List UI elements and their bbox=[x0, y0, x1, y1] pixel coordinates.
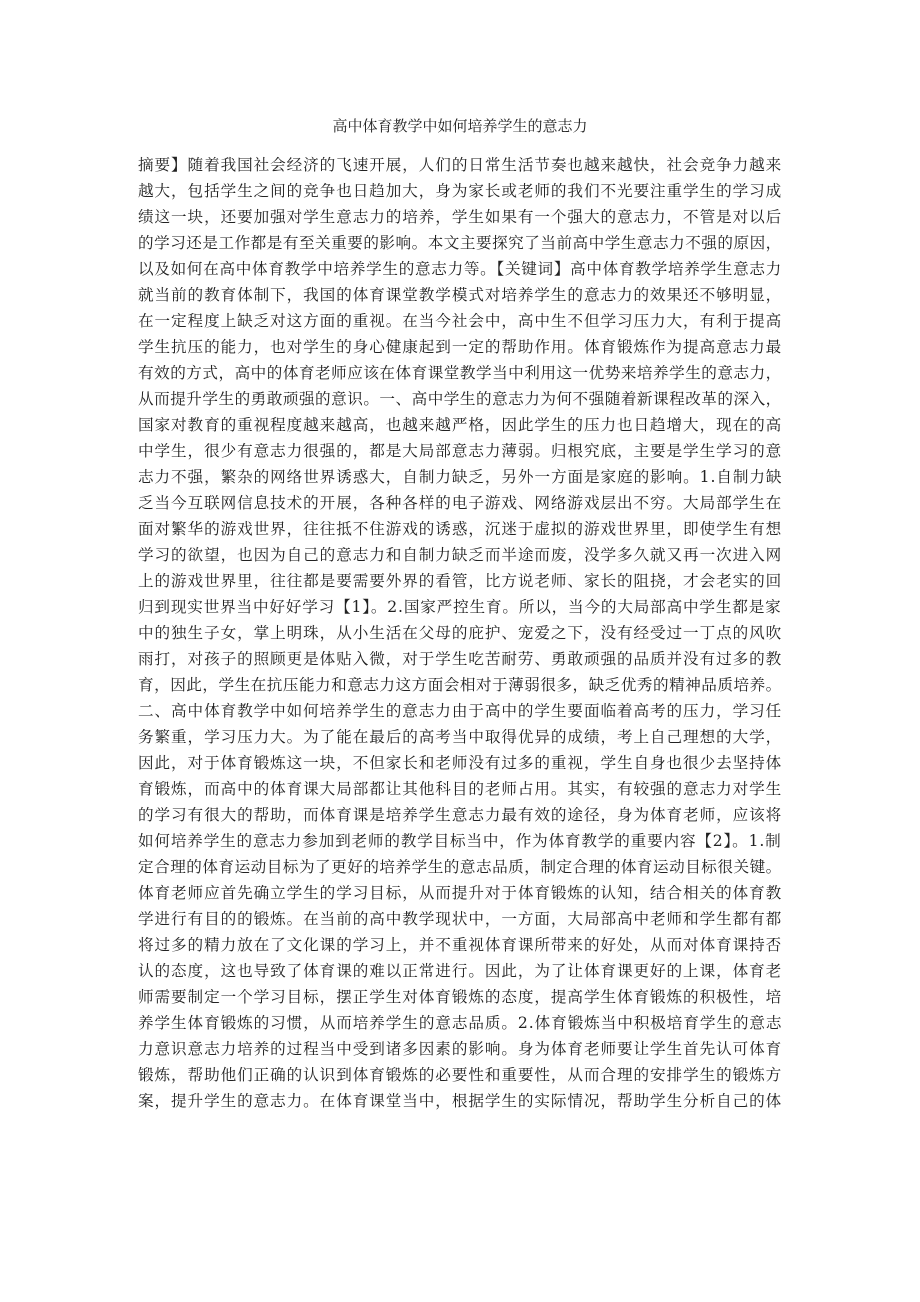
body-text-line: 中的独生子女，掌上明珠，从小生活在父母的庇护、宠爱之下，没有经受过一丁点的风吹 bbox=[138, 624, 782, 642]
body-text-line: 学习的欲望，也因为自己的意志力和自制力缺乏而半途而废，没学多久就又再一次进入网 bbox=[138, 546, 782, 564]
body-text-line: 有效的方式，高中的体育老师应该在体育课堂教学当中利用这一优势来培养学生的意志力， bbox=[138, 364, 782, 382]
body-text-line: 学生抗压的能力，也对学生的身心健康起到一定的帮助作用。体育锻炼作为提高意志力最 bbox=[138, 338, 782, 356]
body-text-line: 的学习还是工作都是有至关重要的影响。本文主要探究了当前高中学生意志力不强的原因， bbox=[138, 234, 782, 252]
body-text-line: 如何培养学生的意志力参加到老师的教学目标当中，作为体育教学的重要内容【2】。1.制 bbox=[138, 832, 782, 850]
body-text-line: 中学生，很少有意志力很强的，都是大局部意志力薄弱。归根究底，主要是学生学习的意 bbox=[138, 442, 782, 460]
body-text-line: 案，提升学生的意志力。在体育课堂当中，根据学生的实际情况，帮助学生分析自己的体 bbox=[138, 1092, 782, 1110]
body-text-line: 将过多的精力放在了文化课的学习上，并不重视体育课所带来的好处，从而对体育课持否 bbox=[138, 936, 782, 954]
body-text-line: 认的态度，这也导致了体育课的难以正常进行。因此，为了让体育课更好的上课，体育老 bbox=[138, 962, 782, 980]
body-text-line: 养学生体育锻炼的习惯，从而培养学生的意志品质。2.体育锻炼当中积极培育学生的意志 bbox=[138, 1014, 782, 1032]
body-text-line: 越大，包括学生之间的竞争也日趋加大，身为家长或老师的我们不光要注重学生的学习成 bbox=[138, 182, 782, 200]
body-text-line: 因此，对于体育锻炼这一块，不但家长和老师没有过多的重视，学生自身也很少去坚持体 bbox=[138, 754, 782, 772]
body-text-line: 乏当今互联网信息技术的开展，各种各样的电子游戏、网络游戏层出不穷。大局部学生在 bbox=[138, 494, 782, 512]
body-text-line: 在一定程度上缺乏对这方面的重视。在当今社会中，高中生不但学习压力大，有利于提高 bbox=[138, 312, 782, 330]
body-text-line: 锻炼，帮助他们正确的认识到体育锻炼的必要性和重要性，从而合理的安排学生的锻炼方 bbox=[138, 1066, 782, 1084]
body-text-line: 摘要】随着我国社会经济的飞速开展，人们的日常生活节奏也越来越快，社会竞争力越来 bbox=[138, 156, 782, 174]
body-text-line: 体育老师应首先确立学生的学习目标，从而提升对于体育锻炼的认知，结合相关的体育教 bbox=[138, 884, 782, 902]
body-text-line: 学进行有目的的锻炼。在当前的高中教学现状中，一方面，大局部高中老师和学生都有都 bbox=[138, 910, 782, 928]
body-text-line: 国家对教育的重视程度越来越高，也越来越严格，因此学生的压力也日趋增大，现在的高 bbox=[138, 416, 782, 434]
document-title: 高中体育教学中如何培养学生的意志力 bbox=[332, 117, 588, 135]
body-text-line: 面对繁华的游戏世界，往往抵不住游戏的诱惑，沉迷于虚拟的游戏世界里，即使学生有想 bbox=[138, 520, 782, 538]
body-text-line: 以及如何在高中体育教学中培养学生的意志力等。【关键词】高中体育教学培养学生意志力 bbox=[138, 260, 782, 278]
body-text-line: 的学习有很大的帮助，而体育课是培养学生意志力最有效的途径，身为体育老师，应该将 bbox=[138, 806, 782, 824]
body-text-line: 务繁重，学习压力大。为了能在最后的高考当中取得优异的成绩，考上自己理想的大学， bbox=[138, 728, 782, 746]
body-text-line: 归到现实世界当中好好学习【1】。2.国家严控生育。所以，当今的大局部高中学生都是家 bbox=[138, 598, 782, 616]
body-text-line: 力意识意志力培养的过程当中受到诸多因素的影响。身为体育老师要让学生首先认可体育 bbox=[138, 1040, 782, 1058]
body-text-line: 绩这一块，还要加强对学生意志力的培养，学生如果有一个强大的意志力，不管是对以后 bbox=[138, 208, 782, 226]
body-text-line: 上的游戏世界里，往往都是要需要外界的看管，比方说老师、家长的阻挠，才会老实的回 bbox=[138, 572, 782, 590]
document-body bbox=[138, 152, 782, 1114]
body-text-line: 育，因此，学生在抗压能力和意志力这方面会相对于薄弱很多，缺乏优秀的精神品质培养。 bbox=[138, 676, 782, 694]
body-text-line: 就当前的教育体制下，我国的体育课堂教学模式对培养学生的意志力的效果还不够明显， bbox=[138, 286, 782, 304]
body-text-line: 雨打，对孩子的照顾更是体贴入微，对于学生吃苦耐劳、勇敢顽强的品质并没有过多的教 bbox=[138, 650, 782, 668]
body-text-line: 定合理的体育运动目标为了更好的培养学生的意志品质，制定合理的体育运动目标很关键。 bbox=[138, 858, 782, 876]
body-text-line: 育锻炼，而高中的体育课大局部都让其他科目的老师占用。其实，有较强的意志力对学生 bbox=[138, 780, 782, 798]
body-text-line: 二、高中体育教学中如何培养学生的意志力由于高中的学生要面临着高考的压力，学习任 bbox=[138, 702, 782, 720]
body-text-line: 从而提升学生的勇敢顽强的意识。一、高中学生的意志力为何不强随着新课程改革的深入， bbox=[138, 390, 782, 408]
body-text-line: 师需要制定一个学习目标，摆正学生对体育锻炼的态度，提高学生体育锻炼的积极性，培 bbox=[138, 988, 782, 1006]
body-text-line: 志力不强，繁杂的网络世界诱惑大，自制力缺乏，另外一方面是家庭的影响。1.自制力缺 bbox=[138, 468, 782, 486]
